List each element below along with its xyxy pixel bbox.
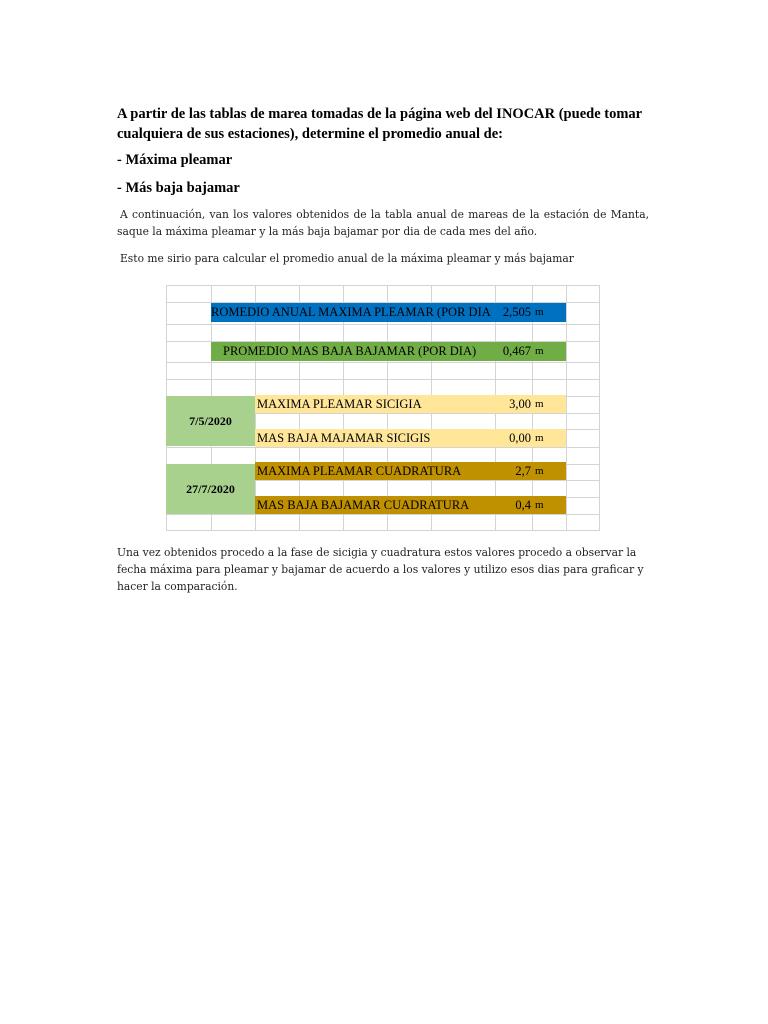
objective-max-high-tide: - Máxima pleamar (117, 152, 233, 168)
row-unit: m (535, 306, 544, 318)
row-unit: m (535, 432, 544, 444)
conclusion-paragraph: Una vez obtenidos procedo a la fase de sicigia y cuadratura estos valores procedo a observar la fecha máxima para pleamar y bajamar de acuerdo a los valores y utilizo esos dias para graficar y hacer la comparación. (117, 546, 644, 593)
row-label: ROMEDIO ANUAL MAXIMA PLEAMAR (POR DIA (211, 305, 491, 319)
spreadsheet-snapshot (166, 285, 600, 531)
note-paragraph: Esto me sirio para calcular el promedio anual de la máxima pleamar y más bajamar (120, 252, 574, 265)
row-value: 0,467 (502, 344, 531, 358)
row-label: MAS BAJA BAJAMAR CUADRATURA (257, 498, 470, 512)
row-unit: m (535, 465, 544, 477)
date-cell: 27/7/2020 (166, 464, 255, 514)
row-unit: m (535, 345, 544, 357)
row-value: 2,7 (515, 464, 531, 478)
row-value: 2,505 (500, 303, 531, 322)
row-unit: m (535, 398, 544, 410)
intro-paragraph: A continuación, van los valores obtenidos de la tabla anual de mareas de la estación de Manta, saque la máxima pleamar y la más baja bajamar por dia de cada mes del año. (117, 208, 649, 238)
average-lowest-low-tide-row (211, 342, 566, 361)
quadrature-max-high-tide-row (255, 462, 566, 480)
row-label: MAS BAJA MAJAMAR SICIGIS (257, 431, 431, 445)
assignment-heading-line-1: A partir de las tablas de marea tomadas de la página web del INOCAR (puede tomar (117, 106, 643, 122)
row-label: MAXIMA PLEAMAR SICIGIA (257, 397, 422, 411)
quadrature-lowest-low-tide-row (255, 496, 566, 514)
row-unit: m (535, 499, 544, 511)
assignment-heading-line-2: cualquiera de sus estaciones), determine el promedio anual de: (117, 126, 503, 142)
row-label: MAXIMA PLEAMAR CUADRATURA (257, 464, 462, 478)
date-cell: 7/5/2020 (166, 396, 255, 446)
average-max-high-tide-row (211, 303, 566, 322)
row-label: PROMEDIO MAS BAJA BAJAMAR (POR DIA) (223, 344, 477, 358)
row-value: 3,00 (509, 397, 531, 411)
syzygy-lowest-low-tide-row (255, 429, 566, 447)
row-value: 0,4 (515, 498, 531, 512)
objective-lowest-low-tide: - Más baja bajamar (117, 180, 240, 196)
syzygy-max-high-tide-row (255, 395, 566, 413)
row-value: 0,00 (509, 431, 531, 445)
